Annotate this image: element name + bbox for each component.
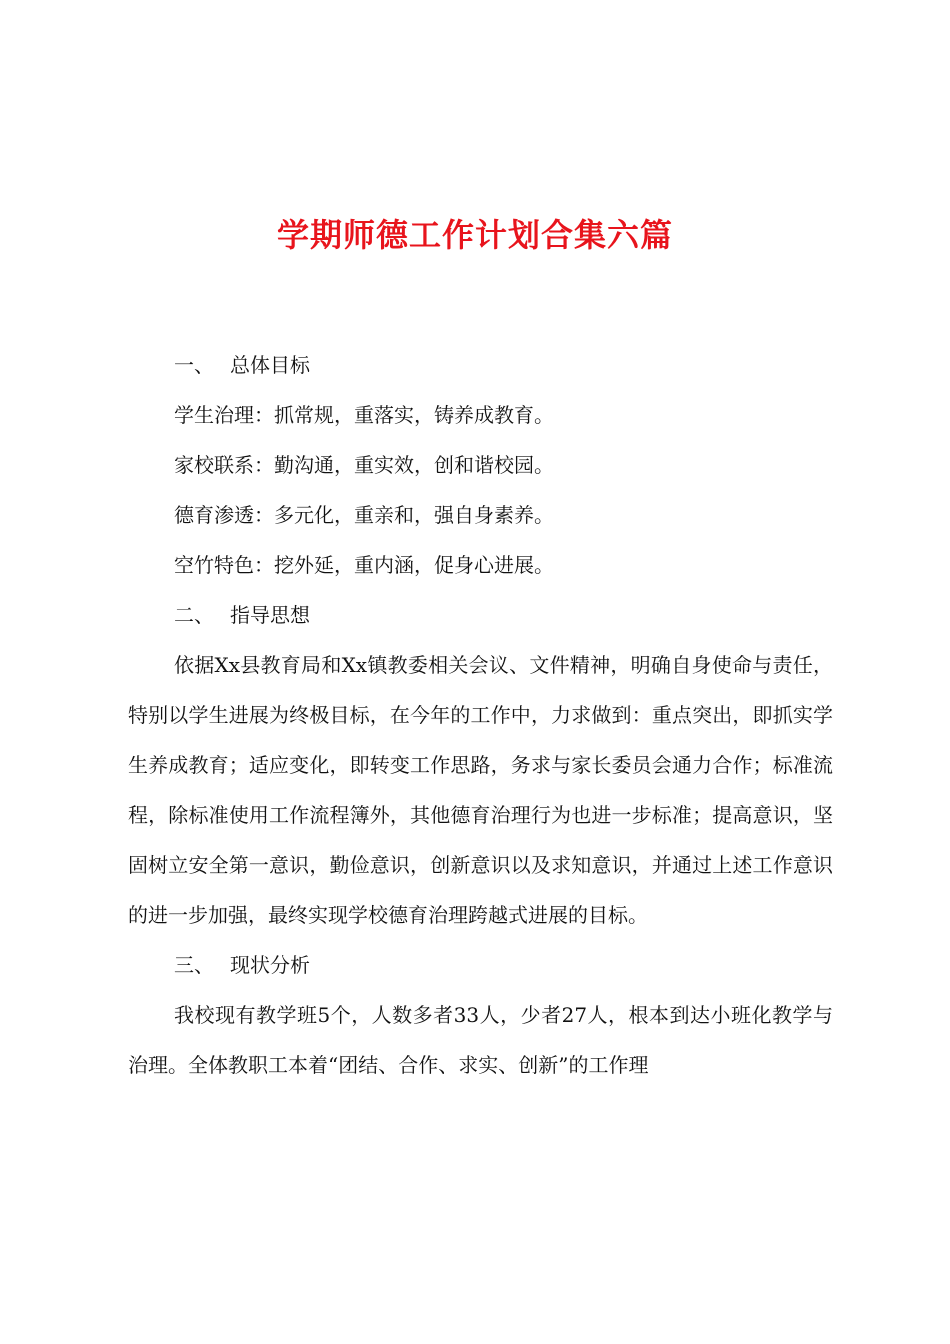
section-heading-3 xyxy=(128,940,833,990)
section-number-3: 三、 xyxy=(174,953,214,977)
section-heading-1 xyxy=(128,340,833,390)
goal-line-4: 空竹特色：挖外延，重内涵，促身心进展。 xyxy=(174,553,554,577)
document-title: 学期师德工作计划合集六篇 xyxy=(276,216,673,254)
goal-line-1: 学生治理：抓常规，重落实，铸养成教育。 xyxy=(174,403,554,427)
goal-line-2: 家校联系：勤沟通，重实效，创和谐校园。 xyxy=(174,453,554,477)
document-body xyxy=(128,340,833,1090)
guiding-thought-paragraph: 依据Xx县教育局和Xx镇教委相关会议、文件精神，明确自身使命与责任，特别以学生进展为终极目标，在今年的工作中，力求做到：重点突出，即抓实学生养成教育；适应变化，即转变工作思路，务求与家长委员会通力合作；标准流程，除标准使用工作流程簿外，其他德育治理行为也进一步标准；提高意识，坚固树立安全第一意识，勤俭意识，创新意识以及求知意识，并通过上述工作意识的进一步加强，最终实现学校德育治理跨越式进展的目标。 xyxy=(128,653,833,927)
section-heading-text-2: 指导思想 xyxy=(230,603,310,627)
section-number-1: 一、 xyxy=(174,353,214,377)
goal-line-3: 德育渗透：多元化，重亲和，强自身素养。 xyxy=(174,503,554,527)
status-analysis-paragraph: 我校现有教学班5个，人数多者33人，少者27人，根本到达小班化教学与治理。全体教职工本着“团结、合作、求实、创新”的工作理 xyxy=(128,1003,833,1077)
section-heading-2 xyxy=(128,590,833,640)
section-heading-text-1: 总体目标 xyxy=(230,353,310,377)
section-number-2: 二、 xyxy=(174,603,214,627)
section-heading-text-3: 现状分析 xyxy=(230,953,310,977)
